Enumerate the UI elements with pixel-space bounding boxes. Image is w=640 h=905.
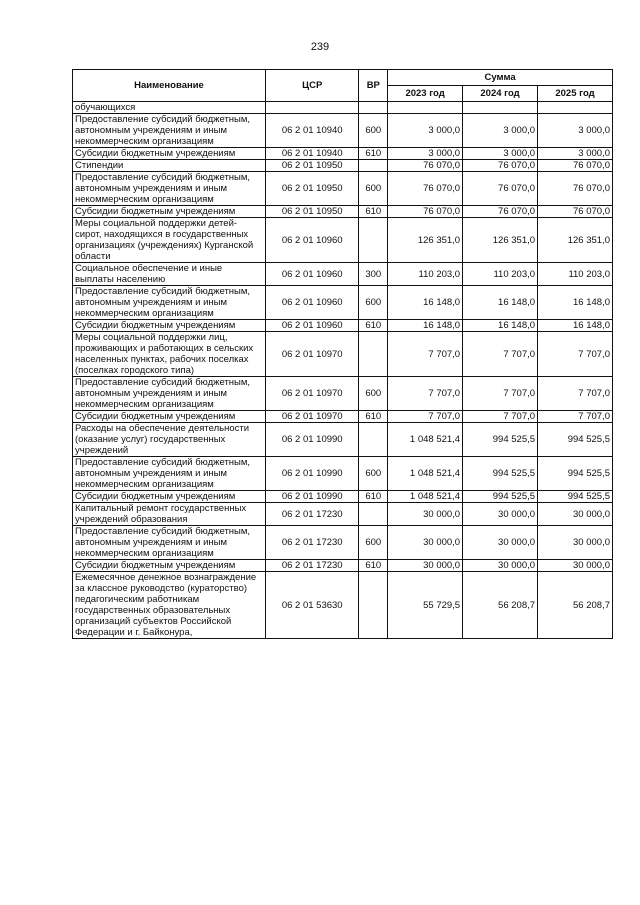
cell-2024: 16 148,0	[463, 320, 538, 332]
cell-vr: 610	[359, 560, 388, 572]
cell-name: Ежемесячное денежное вознаграждение за классное руководство (кураторство) педагогическим работникам государственных образовательных организаций субъектов Российской Федерации и г. Байконура,	[73, 572, 266, 639]
header-name: Наименование	[73, 70, 266, 102]
cell-vr: 610	[359, 206, 388, 218]
cell-vr: 600	[359, 377, 388, 411]
cell-2023: 1 048 521,4	[388, 457, 463, 491]
cell-vr: 300	[359, 263, 388, 286]
cell-csr: 06 2 01 10970	[266, 332, 359, 377]
cell-2023: 126 351,0	[388, 218, 463, 263]
budget-table	[72, 69, 613, 639]
cell-2025: 994 525,5	[538, 423, 613, 457]
cell-csr: 06 2 01 10990	[266, 491, 359, 503]
table-row	[73, 206, 613, 218]
table-row	[73, 160, 613, 172]
header-2024: 2024 год	[463, 86, 538, 102]
cell-2024: 7 707,0	[463, 411, 538, 423]
cell-vr	[359, 572, 388, 639]
cell-csr: 06 2 01 10960	[266, 286, 359, 320]
cell-csr: 06 2 01 10960	[266, 218, 359, 263]
cell-vr: 600	[359, 457, 388, 491]
cell-vr: 600	[359, 526, 388, 560]
cell-csr: 06 2 01 10950	[266, 172, 359, 206]
table-row	[73, 102, 613, 114]
cell-2025: 76 070,0	[538, 206, 613, 218]
cell-2025: 76 070,0	[538, 160, 613, 172]
cell-2024: 110 203,0	[463, 263, 538, 286]
cell-2023: 7 707,0	[388, 377, 463, 411]
cell-2025: 110 203,0	[538, 263, 613, 286]
table-row	[73, 263, 613, 286]
cell-2025: 16 148,0	[538, 320, 613, 332]
header-vr: ВР	[359, 70, 388, 102]
cell-2023: 110 203,0	[388, 263, 463, 286]
cell-name: Субсидии бюджетным учреждениям	[73, 411, 266, 423]
cell-csr: 06 2 01 10950	[266, 206, 359, 218]
cell-2024: 30 000,0	[463, 503, 538, 526]
table-row	[73, 526, 613, 560]
table-body	[73, 102, 613, 639]
cell-csr: 06 2 01 10950	[266, 160, 359, 172]
table-row	[73, 503, 613, 526]
table-header	[73, 70, 613, 102]
cell-2023: 55 729,5	[388, 572, 463, 639]
cell-csr: 06 2 01 10960	[266, 320, 359, 332]
cell-2025: 76 070,0	[538, 172, 613, 206]
cell-2024: 126 351,0	[463, 218, 538, 263]
cell-2024: 3 000,0	[463, 148, 538, 160]
cell-csr: 06 2 01 53630	[266, 572, 359, 639]
table-row	[73, 332, 613, 377]
cell-name: обучающихся	[73, 102, 266, 114]
table-row	[73, 457, 613, 491]
cell-vr	[359, 332, 388, 377]
table-row	[73, 114, 613, 148]
cell-name: Предоставление субсидий бюджетным, автономным учреждениям и иным некоммерческим организациям	[73, 172, 266, 206]
cell-name: Предоставление субсидий бюджетным, автономным учреждениям и иным некоммерческим организациям	[73, 526, 266, 560]
cell-2024: 16 148,0	[463, 286, 538, 320]
cell-vr: 610	[359, 320, 388, 332]
cell-name: Субсидии бюджетным учреждениям	[73, 320, 266, 332]
table-row	[73, 423, 613, 457]
cell-2025: 7 707,0	[538, 377, 613, 411]
cell-csr	[266, 102, 359, 114]
cell-2025: 994 525,5	[538, 491, 613, 503]
cell-2023: 30 000,0	[388, 526, 463, 560]
cell-2024: 994 525,5	[463, 423, 538, 457]
cell-csr: 06 2 01 10990	[266, 423, 359, 457]
cell-2025: 994 525,5	[538, 457, 613, 491]
cell-2023: 1 048 521,4	[388, 491, 463, 503]
cell-csr: 06 2 01 17230	[266, 560, 359, 572]
cell-2023	[388, 102, 463, 114]
cell-csr: 06 2 01 10990	[266, 457, 359, 491]
table-row	[73, 560, 613, 572]
table-row	[73, 572, 613, 639]
cell-2025: 30 000,0	[538, 503, 613, 526]
cell-2024: 994 525,5	[463, 491, 538, 503]
cell-name: Расходы на обеспечение деятельности (оказание услуг) государственных учреждений	[73, 423, 266, 457]
cell-2023: 3 000,0	[388, 148, 463, 160]
cell-2023: 1 048 521,4	[388, 423, 463, 457]
cell-name: Субсидии бюджетным учреждениям	[73, 206, 266, 218]
cell-csr: 06 2 01 10970	[266, 377, 359, 411]
table-row	[73, 218, 613, 263]
cell-name: Предоставление субсидий бюджетным, автономным учреждениям и иным некоммерческим организациям	[73, 377, 266, 411]
table-row	[73, 286, 613, 320]
cell-vr: 610	[359, 491, 388, 503]
cell-2024: 76 070,0	[463, 160, 538, 172]
table-row	[73, 172, 613, 206]
cell-vr: 610	[359, 148, 388, 160]
cell-name: Предоставление субсидий бюджетным, автономным учреждениям и иным некоммерческим организациям	[73, 114, 266, 148]
cell-name: Субсидии бюджетным учреждениям	[73, 148, 266, 160]
cell-2023: 76 070,0	[388, 206, 463, 218]
cell-vr: 610	[359, 411, 388, 423]
header-2023: 2023 год	[388, 86, 463, 102]
cell-2025: 30 000,0	[538, 560, 613, 572]
cell-vr	[359, 160, 388, 172]
cell-2023: 3 000,0	[388, 114, 463, 148]
cell-vr	[359, 423, 388, 457]
cell-2024	[463, 102, 538, 114]
cell-2023: 7 707,0	[388, 411, 463, 423]
cell-2025: 126 351,0	[538, 218, 613, 263]
cell-2023: 76 070,0	[388, 172, 463, 206]
cell-2024: 56 208,7	[463, 572, 538, 639]
cell-name: Предоставление субсидий бюджетным, автономным учреждениям и иным некоммерческим организациям	[73, 457, 266, 491]
table-row	[73, 148, 613, 160]
cell-vr: 600	[359, 114, 388, 148]
cell-name: Предоставление субсидий бюджетным, автономным учреждениям и иным некоммерческим организациям	[73, 286, 266, 320]
cell-2025: 3 000,0	[538, 148, 613, 160]
cell-2023: 30 000,0	[388, 560, 463, 572]
cell-name: Социальное обеспечение и иные выплаты населению	[73, 263, 266, 286]
cell-vr	[359, 102, 388, 114]
cell-2023: 7 707,0	[388, 332, 463, 377]
cell-name: Меры социальной поддержки детей-сирот, находящихся в государственных организациях (учреждениях) Курганской области	[73, 218, 266, 263]
cell-2023: 30 000,0	[388, 503, 463, 526]
cell-csr: 06 2 01 10940	[266, 114, 359, 148]
table-row	[73, 377, 613, 411]
cell-2025: 16 148,0	[538, 286, 613, 320]
cell-2024: 30 000,0	[463, 526, 538, 560]
header-sum: Сумма	[388, 70, 613, 86]
cell-csr: 06 2 01 17230	[266, 503, 359, 526]
cell-2024: 3 000,0	[463, 114, 538, 148]
cell-2025: 7 707,0	[538, 411, 613, 423]
cell-2024: 994 525,5	[463, 457, 538, 491]
cell-csr: 06 2 01 10970	[266, 411, 359, 423]
header-2025: 2025 год	[538, 86, 613, 102]
cell-2024: 7 707,0	[463, 377, 538, 411]
cell-vr	[359, 218, 388, 263]
cell-2024: 76 070,0	[463, 172, 538, 206]
cell-2023: 76 070,0	[388, 160, 463, 172]
cell-name: Субсидии бюджетным учреждениям	[73, 491, 266, 503]
cell-vr: 600	[359, 172, 388, 206]
table-row	[73, 320, 613, 332]
cell-csr: 06 2 01 10940	[266, 148, 359, 160]
table-row	[73, 411, 613, 423]
cell-2024: 76 070,0	[463, 206, 538, 218]
cell-name: Субсидии бюджетным учреждениям	[73, 560, 266, 572]
cell-csr: 06 2 01 10960	[266, 263, 359, 286]
page-number: 239	[310, 41, 330, 53]
cell-2023: 16 148,0	[388, 286, 463, 320]
cell-2024: 30 000,0	[463, 560, 538, 572]
cell-name: Стипендии	[73, 160, 266, 172]
cell-2024: 7 707,0	[463, 332, 538, 377]
cell-name: Меры социальной поддержки лиц, проживающих и работающих в сельских населенных пунктах, рабочих поселках (поселках городского типа)	[73, 332, 266, 377]
cell-2025	[538, 102, 613, 114]
cell-2023: 16 148,0	[388, 320, 463, 332]
cell-2025: 3 000,0	[538, 114, 613, 148]
table-row	[73, 491, 613, 503]
cell-vr: 600	[359, 286, 388, 320]
cell-vr	[359, 503, 388, 526]
header-csr: ЦСР	[266, 70, 359, 102]
cell-2025: 30 000,0	[538, 526, 613, 560]
cell-csr: 06 2 01 17230	[266, 526, 359, 560]
cell-name: Капитальный ремонт государственных учреждений образования	[73, 503, 266, 526]
cell-2025: 56 208,7	[538, 572, 613, 639]
cell-2025: 7 707,0	[538, 332, 613, 377]
